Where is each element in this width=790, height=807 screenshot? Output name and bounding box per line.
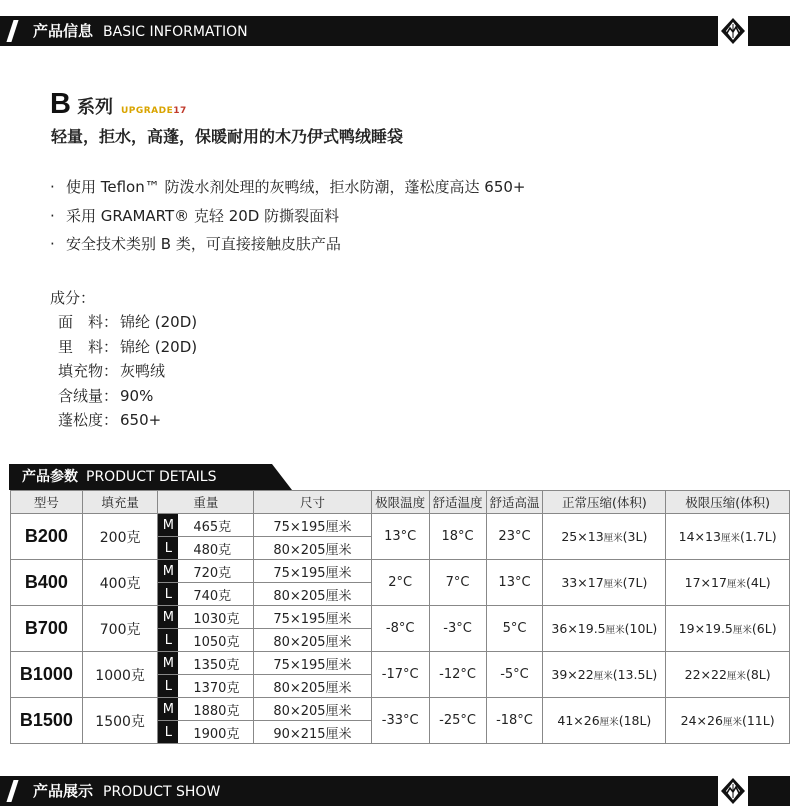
brand-logo-icon [718,776,748,806]
unit-cm: 厘米 [603,579,623,590]
feature-list [50,173,525,259]
weight-cell: 465克 [179,514,254,537]
feature-item [50,173,525,202]
section-title-cn: 产品信息 [33,22,94,40]
dimension-cell: 80×205厘米 [254,629,372,652]
bullet: · [50,206,55,225]
extreme-compress-cell [666,514,790,560]
normal-volume: (18L) [618,713,652,728]
composition-item [58,359,197,384]
dimension-cell: 75×195厘米 [254,652,372,675]
col-header: 填充量 [82,491,158,514]
unit-cm: 厘米 [603,533,623,544]
normal-volume: (13.5L) [612,667,658,682]
composition-value: 锦纶 (20D) [120,313,198,331]
normal-dims: 41×26 [557,713,600,728]
normal-compress-cell [543,698,666,744]
upgrade-number: 17 [173,106,187,116]
model-cell: B200 [11,514,83,560]
feature-text: 使用 Teflon™ 防泼水剂处理的灰鸭绒，拒水防潮，蓬松度高达 650+ [66,178,526,196]
extreme-volume: (11L) [741,713,775,728]
normal-dims: 33×17 [561,575,604,590]
col-header: 正常压缩(体积) [543,491,666,514]
size-badge: M [158,606,179,629]
size-badge: M [158,698,179,721]
size-badge: L [158,721,179,744]
comfort-temp-cell: 18°C [429,514,486,560]
section-title-en: BASIC INFORMATION [103,24,248,40]
unit-cm: 厘米 [720,533,740,544]
composition-key: 含绒量： [58,386,119,405]
weight-cell: 1350克 [179,652,254,675]
size-badge: L [158,583,179,606]
size-badge: L [158,537,179,560]
normal-dims: 39×22 [551,667,594,682]
details-tab [9,464,292,490]
col-header: 舒适高温 [486,491,543,514]
upgrade-prefix: UPGRADE [120,106,174,116]
fill-cell: 700克 [82,606,158,652]
details-title [22,464,216,490]
normal-volume: (7L) [622,575,648,590]
comfort-high-cell: 5°C [486,606,543,652]
comfort-temp-cell: -25°C [429,698,486,744]
extreme-dims: 14×13 [678,529,721,544]
dimension-cell: 80×205厘米 [254,537,372,560]
unit-cm: 厘米 [593,671,613,682]
composition-item [58,335,197,360]
col-header: 尺寸 [254,491,372,514]
weight-cell: 1900克 [179,721,254,744]
normal-dims: 25×13 [561,529,604,544]
extreme-dims: 17×17 [684,575,727,590]
composition-key: 填充物： [58,362,119,380]
weight-cell: 1370克 [179,675,254,698]
extreme-volume: (8L) [745,667,771,682]
fill-cell: 1000克 [82,652,158,698]
product-subtitle: 轻量，拒水，高蓬，保暖耐用的木乃伊式鸭绒睡袋 [51,127,404,146]
feature-item [50,202,525,231]
comfort-high-cell: 13°C [486,560,543,606]
feature-text: 安全技术类别 B 类，可直接接触皮肤产品 [66,235,341,253]
col-header: 重量 [158,491,254,514]
limit-temp-cell: -33°C [371,698,429,744]
slash-mark [6,20,18,42]
series-label: 系列 [76,97,113,118]
limit-temp-cell: 13°C [371,514,429,560]
extreme-dims: 24×26 [680,713,723,728]
table-row [11,560,790,583]
fill-cell: 1500克 [82,698,158,744]
composition-value: 650+ [120,411,162,429]
model-cell: B400 [11,560,83,606]
unit-cm: 厘米 [722,717,742,728]
normal-volume: (10L) [624,621,658,636]
section-title-en: PRODUCT SHOW [103,784,221,800]
col-header: 极限温度 [371,491,429,514]
size-badge: L [158,629,179,652]
unit-cm: 厘米 [726,579,746,590]
composition-item [58,384,197,409]
series-letter: B [50,88,71,120]
extreme-compress-cell [666,652,790,698]
composition-item [58,408,197,433]
extreme-compress-cell [666,560,790,606]
extreme-volume: (4L) [745,575,771,590]
brand-logo-icon [718,16,748,46]
composition-list [58,310,197,433]
section-bar-product-show [0,776,790,806]
comfort-temp-cell: -3°C [429,606,486,652]
comfort-high-cell: 23°C [486,514,543,560]
normal-compress-cell [543,652,666,698]
table-row [11,514,790,537]
limit-temp-cell: -8°C [371,606,429,652]
comfort-high-cell: -18°C [486,698,543,744]
weight-cell: 1880克 [179,698,254,721]
normal-compress-cell [543,606,666,652]
section-bar-basic-info [0,16,790,46]
normal-compress-cell [543,514,666,560]
unit-cm: 厘米 [599,717,619,728]
extreme-compress-cell [666,606,790,652]
weight-cell: 740克 [179,583,254,606]
weight-cell: 1030克 [179,606,254,629]
limit-temp-cell: -17°C [371,652,429,698]
section-title [33,776,220,806]
table-row [11,652,790,675]
extreme-volume: (1.7L) [739,529,777,544]
details-title-cn: 产品参数 [22,469,78,485]
model-cell: B700 [11,606,83,652]
col-header: 极限压缩(体积) [666,491,790,514]
size-badge: M [158,514,179,537]
size-badge: L [158,675,179,698]
size-badge: M [158,652,179,675]
dimension-cell: 80×205厘米 [254,675,372,698]
comfort-temp-cell: -12°C [429,652,486,698]
model-cell: B1000 [11,652,83,698]
normal-compress-cell [543,560,666,606]
feature-text: 采用 GRAMART® 克轻 20D 防撕裂面料 [66,206,340,225]
normal-dims: 36×19.5 [551,621,606,636]
composition-title: 成分： [50,289,96,307]
dimension-cell: 80×205厘米 [254,583,372,606]
unit-cm: 厘米 [605,625,625,636]
extreme-volume: (6L) [751,621,777,636]
unit-cm: 厘米 [732,625,752,636]
table-row [11,698,790,721]
fill-cell: 200克 [82,514,158,560]
comfort-high-cell: -5°C [486,652,543,698]
series-heading [50,88,187,118]
col-header: 舒适温度 [429,491,486,514]
weight-cell: 720克 [179,560,254,583]
section-title [33,16,248,46]
feature-item [50,230,525,259]
composition-value: 灰鸭绒 [120,362,166,380]
product-details-table [10,490,790,744]
dimension-cell: 90×215厘米 [254,721,372,744]
composition-key: 里 料： [58,337,119,356]
extreme-dims: 22×22 [684,667,727,682]
comfort-temp-cell: 7°C [429,560,486,606]
composition-key: 蓬松度： [58,411,119,429]
dimension-cell: 75×195厘米 [254,514,372,537]
fill-cell: 400克 [82,560,158,606]
table-header-row [11,491,790,514]
table-row [11,606,790,629]
details-title-en: PRODUCT DETAILS [86,469,217,485]
bullet: · [50,235,55,253]
size-badge: M [158,560,179,583]
limit-temp-cell: 2°C [371,560,429,606]
dimension-cell: 80×205厘米 [254,698,372,721]
col-header: 型号 [11,491,83,514]
extreme-dims: 19×19.5 [678,621,733,636]
slash-mark [6,780,18,802]
composition-value: 锦纶 (20D) [120,337,198,356]
upgrade-badge [121,106,187,116]
extreme-compress-cell [666,698,790,744]
model-cell: B1500 [11,698,83,744]
composition-item [58,310,197,335]
normal-volume: (3L) [622,529,648,544]
dimension-cell: 75×195厘米 [254,606,372,629]
section-title-cn: 产品展示 [33,782,94,800]
weight-cell: 1050克 [179,629,254,652]
dimension-cell: 75×195厘米 [254,560,372,583]
composition-value: 90% [120,386,154,405]
weight-cell: 480克 [179,537,254,560]
composition-key: 面 料： [58,313,119,331]
unit-cm: 厘米 [726,671,746,682]
bullet: · [50,178,55,196]
